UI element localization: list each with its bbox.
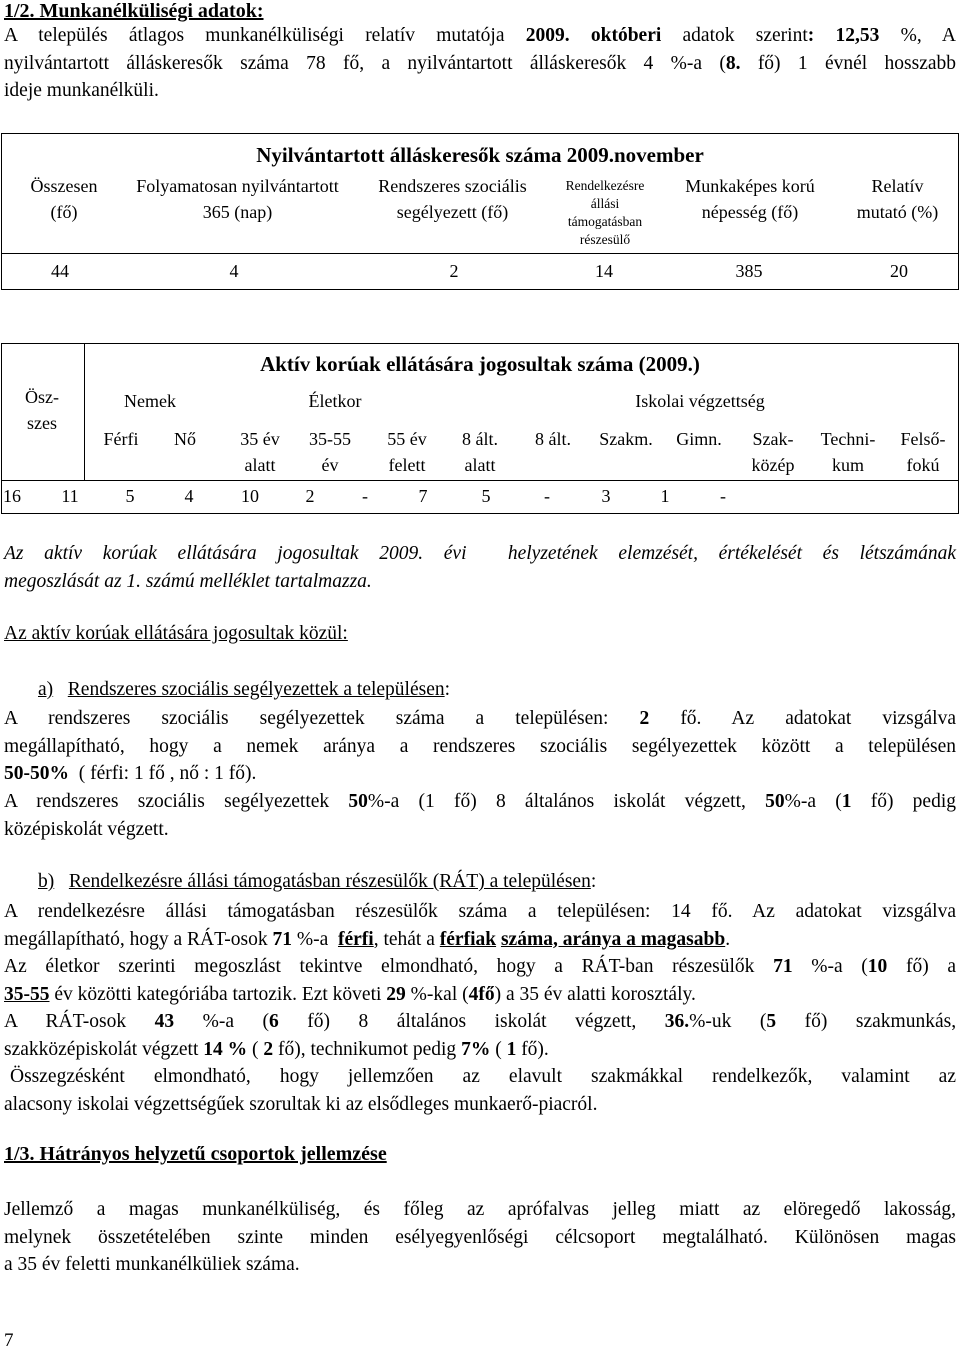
table1-title: Nyilvántartott álláskeresők száma 2009.november bbox=[256, 143, 704, 167]
t2-header-total: Ösz- szes bbox=[25, 387, 59, 433]
t1-header-availability: Rendelkezésre állási támogatásban részesülő bbox=[565, 178, 645, 247]
t2-sub-edu5: Szak- közép bbox=[751, 429, 795, 475]
part-a-paragraph-1 bbox=[4, 705, 956, 788]
t2-sub-edu3: Szakm. bbox=[599, 429, 653, 449]
among-heading: Az aktív korúak ellátására jogosultak közül: bbox=[4, 623, 348, 644]
t2-value: 5 bbox=[125, 486, 135, 506]
t2-value: 10 bbox=[241, 486, 259, 506]
t1-header-total: Összesen (fő) bbox=[30, 176, 98, 222]
t2-value: 3 bbox=[601, 486, 611, 506]
t1-value: 385 bbox=[735, 261, 763, 281]
t2-value: 11 bbox=[61, 486, 79, 506]
t1-header-working-age: Munkaképes korú népesség (fő) bbox=[685, 176, 815, 222]
section-1-3-paragraph bbox=[4, 1196, 956, 1279]
t2-group-age: Életkor bbox=[308, 391, 362, 411]
t2-value: - bbox=[362, 486, 368, 506]
intro-line-3: ideje munkanélküli. bbox=[4, 80, 159, 101]
part-b-line-8: alacsony iskolai végzettségűek szorultak ki az elsődleges munkaerő-piacról. bbox=[4, 1093, 598, 1115]
part-b-line-2: megállapítható, hogy a RÁT-osok 71 %-a férfi, tehát a férfiak száma, aránya a magasabb. bbox=[4, 928, 731, 950]
part-b-line-6: szakközépiskolát végzett 14 % ( 2 fő), technikumot pedig 7% ( 1 fő). bbox=[4, 1038, 549, 1060]
t1-value: 44 bbox=[51, 261, 69, 281]
section-1-3-line-3: a 35 év feletti munkanélküliek száma. bbox=[4, 1254, 300, 1275]
annex-note bbox=[4, 540, 956, 595]
part-a-line-3: 50-50% ( férfi: 1 fő , nő : 1 fő). bbox=[4, 763, 257, 784]
part-b-line-5: A RÁT-osok 43 %-a (6 fő) 8 általános iskolát végzett, 36.%-uk (5 fő) szakmunkás, bbox=[4, 1011, 957, 1032]
t2-value: - bbox=[720, 486, 726, 506]
part-b-heading: b) Rendelkezésre állási támogatásban részesülők (RÁT) a településen: bbox=[38, 871, 597, 892]
t2-sub-edu2: 8 ált. bbox=[535, 429, 571, 449]
part-a-line-2: megállapítható, hogy a nemek aránya a rendszeres szociális segélyezettek között a településen bbox=[4, 735, 956, 757]
page-number: 7 bbox=[4, 1330, 14, 1351]
t2-value: 4 bbox=[184, 486, 194, 506]
t2-group-gender: Nemek bbox=[124, 391, 176, 411]
t1-header-continuous: Folyamatosan nyilvántartott 365 (nap) bbox=[136, 176, 339, 222]
t1-header-social: Rendszeres szociális segélyezett (fő) bbox=[378, 176, 527, 222]
annex-note-line-2: megoszlását az 1. számú melléklet tartalmazza. bbox=[4, 570, 372, 592]
section-heading-1-2: 1/2. Munkanélküliségi adatok: bbox=[4, 0, 264, 22]
section-heading-1-3: 1/3. Hátrányos helyzetű csoportok jellemzése bbox=[4, 1143, 387, 1165]
part-b-line-3: Az életkor szerinti megoszlást tekintve elmondható, hogy a RÁT-ban részesülők 71 %-a (10 fő) a bbox=[4, 956, 957, 977]
part-b-line-4: 35-55 év közötti kategóriába tartozik. Ezt követi 29 %-kal (4fő) a 35 év alatti korosztály. bbox=[4, 983, 696, 1005]
part-a-paragraph-2 bbox=[4, 788, 956, 843]
part-b-paragraph bbox=[4, 898, 956, 1118]
annex-note-line-1: Az aktív korúak ellátására jogosultak 2009. évi helyzetének elemzését, értékelését és létszámának bbox=[4, 543, 956, 564]
intro-paragraph bbox=[4, 22, 956, 105]
table2-left-column-divider bbox=[84, 343, 85, 480]
t2-group-education: Iskolai végzettség bbox=[635, 391, 765, 411]
t2-value: 7 bbox=[418, 486, 428, 506]
part-a-heading: a) Rendszeres szociális segélyezettek a településen: bbox=[38, 679, 451, 700]
part-a-line-5: középiskolát végzett. bbox=[4, 818, 169, 840]
t2-value: 5 bbox=[481, 486, 491, 506]
table2-title: Aktív korúak ellátására jogosultak száma (2009.) bbox=[260, 352, 700, 376]
t1-value: 2 bbox=[449, 261, 459, 281]
part-a-line-1: A rendszeres szociális segélyezettek száma a településen: 2 fő. Az adatokat vizsgálva bbox=[4, 708, 956, 729]
t2-value: 1 bbox=[660, 486, 670, 506]
t2-sub-edu4: Gimn. bbox=[676, 429, 722, 449]
table1-divider bbox=[1, 253, 958, 254]
t1-value: 14 bbox=[595, 261, 613, 281]
table2-divider bbox=[1, 480, 958, 481]
t1-value: 20 bbox=[890, 261, 908, 281]
t1-value: 4 bbox=[229, 261, 239, 281]
t2-sub-edu6: Techni- kum bbox=[820, 429, 876, 475]
part-a-line-4: A rendszeres szociális segélyezettek 50%-a (1 fő) 8 általános iskolát végzett, 50%-a (1 fő) pedig bbox=[4, 791, 957, 812]
section-1-3-line-2: melynek összetételében szinte minden esélyegyenlőségi célcsoport megtalálható. Különösen magas bbox=[4, 1226, 956, 1248]
t2-sub-age2: 35-55 év bbox=[309, 429, 351, 475]
t2-value: 2 bbox=[305, 486, 315, 506]
t2-sub-edu7: Felső- fokú bbox=[900, 429, 946, 475]
intro-line-1: A település átlagos munkanélküliségi relatív mutatója 2009. októberi adatok szerint: 12,53 %, A bbox=[4, 25, 956, 46]
t1-header-relative: Relatív mutató (%) bbox=[856, 176, 939, 222]
t2-sub-female: Nő bbox=[174, 429, 196, 449]
intro-line-2: nyilvántartott álláskeresők száma 78 fő, a nyilvántartott álláskeresők 4 %-a (8. fő) 1 évnél hosszabb bbox=[4, 52, 957, 74]
part-b-line-7: Összegzésként elmondható, hogy jellemzően az elavult szakmákkal rendelkezők, valamint az bbox=[10, 1066, 956, 1087]
t2-value: 16 bbox=[3, 486, 21, 506]
t2-sub-edu1: 8 ált. alatt bbox=[462, 429, 498, 475]
t2-sub-age1: 35 év alatt bbox=[240, 429, 280, 475]
t2-sub-age3: 55 év felett bbox=[387, 429, 427, 475]
part-b-line-1: A rendelkezésre állási támogatásban részesülők száma a településen: 14 fő. Az adatokat vizsgálva bbox=[4, 901, 956, 922]
section-1-3-line-1: Jellemző a magas munkanélküliség, és főleg az aprófalvas jelleg miatt az elöregedő lakosság, bbox=[4, 1199, 956, 1220]
t2-value: - bbox=[544, 486, 550, 506]
t2-sub-male: Férfi bbox=[103, 429, 139, 449]
